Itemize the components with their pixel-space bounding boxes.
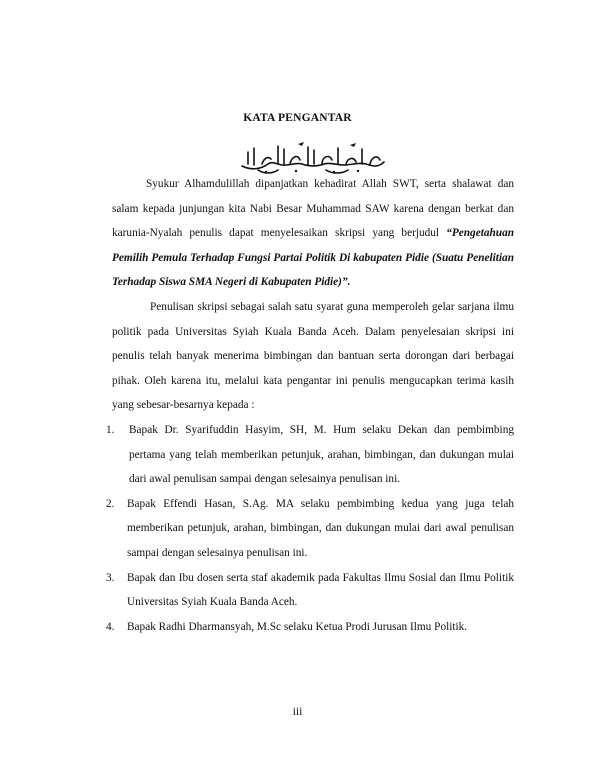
thesis-title: “Pengetahuan Pemilih Pemula Terhadap Fungsi Partai Politik Di kabupaten Pidie (Suatu Penelitian Terhadap Siswa SMA Negeri di Kabupaten Pidie)”. [112,227,514,289]
paragraph-opening-text: Syukur Alhamdulillah dipanjatkan kehadirat Allah SWT, serta shalawat dan salam kepada junjungan kita Nabi Besar Muhammad SAW karena dengan berkat dan karunia-Nyalah penulis dapat menyelesaikan skripsi yang berjudul [112,178,514,240]
list-item-number: 1. [106,423,115,436]
list-item-text: Bapak dan Ibu dosen serta staf akademik pada Fakultas Ilmu Sosial dan Ilmu Politik Universitas Syiah Kuala Banda Aceh. [127,571,514,609]
document-body [106,172,514,639]
list-item [106,418,514,492]
basmala-calligraphy-icon [238,140,388,176]
paragraph-opening [112,172,514,295]
list-item-number: 3. [106,571,115,584]
list-item-text: Bapak Radhi Dharmansyah, M.Sc selaku Ketua Prodi Jurusan Ilmu Politik. [127,620,468,633]
acknowledgement-list [106,418,514,639]
list-item-number: 4. [106,620,115,633]
list-item [106,566,514,615]
list-item-text: Bapak Dr. Syarifuddin Hasyim, SH, M. Hum selaku Dekan dan pembimbing pertama yang telah memberikan petunjuk, arahan, bimbingan, dan dukungan mulai dari awal penulisan sampai dengan selesainya penulisan ini. [129,423,514,486]
list-item [106,615,514,640]
list-item [106,492,514,566]
paragraph-thanks: Penulisan skripsi sebagai salah satu syarat guna memperoleh gelar sarjana ilmu politik pada Universitas Syiah Kuala Banda Aceh. Dalam penyelesaian skripsi ini penulis telah banyak menerima bimbingan dan bantuan serta dorongan dari berbagai pihak. Oleh karena itu, melalui kata pengantar ini penulis mengucapkan terima kasih yang sebesar-besarnya kepada : [112,300,514,412]
page-title: KATA PENGANTAR [243,112,352,124]
page-number: iii [292,706,303,718]
list-item-number: 2. [106,497,115,510]
list-item-text: Bapak Effendi Hasan, S.Ag. MA selaku pembimbing kedua yang juga telah memberikan petunjuk, arahan, bimbingan, dan dukungan mulai dari awal penulisan sampai dengan selesainya penulisan ini. [127,497,514,559]
